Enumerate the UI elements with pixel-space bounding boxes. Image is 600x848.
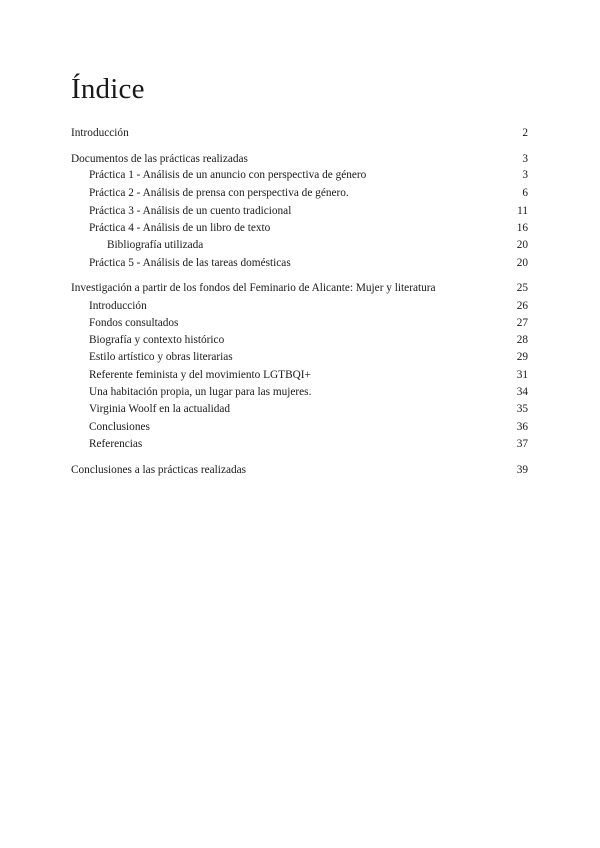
page-title: Índice — [71, 73, 145, 105]
toc-entry-fondos[interactable] — [89, 315, 528, 332]
toc-entry-page: 31 — [516, 369, 528, 381]
toc-entry-label: Bibliografía utilizada — [107, 239, 204, 251]
toc-entry-label: Introducción — [71, 127, 129, 139]
toc-entry-label: Fondos consultados — [89, 317, 179, 329]
toc-entry-referente[interactable] — [89, 367, 528, 384]
toc-entry-page: 20 — [516, 257, 528, 269]
toc-entry-label: Práctica 3 - Análisis de un cuento tradicional — [89, 205, 292, 217]
toc-entry-page: 29 — [516, 351, 528, 363]
toc-entry-page: 39 — [516, 464, 528, 476]
toc-entry-investigacion[interactable] — [71, 280, 528, 297]
toc-entry-page: 28 — [516, 334, 528, 346]
toc-entry-label: Biografía y contexto histórico — [89, 334, 225, 346]
toc-entry-documentos[interactable] — [71, 151, 528, 168]
toc-entry-bibliografia[interactable] — [107, 237, 528, 254]
toc-entry-label: Documentos de las prácticas realizadas — [71, 153, 248, 165]
toc-entry-estilo[interactable] — [89, 349, 528, 366]
toc-entry-biografia[interactable] — [89, 332, 528, 349]
toc-entry-page: 34 — [516, 386, 528, 398]
toc-entry-page: 35 — [516, 403, 528, 415]
toc-entry-practica-3[interactable] — [89, 203, 528, 220]
toc-entry-practica-1[interactable] — [89, 167, 528, 184]
toc-entry-practica-4[interactable] — [89, 220, 528, 237]
toc-entry-introduccion[interactable] — [71, 125, 528, 142]
toc-entry-habitacion[interactable] — [89, 384, 528, 401]
toc-entry-label: Referente feminista y del movimiento LGTBQI+ — [89, 369, 311, 381]
toc-entry-label: Introducción — [89, 300, 147, 312]
toc-entry-woolf[interactable] — [89, 401, 528, 418]
toc-entry-label: Práctica 5 - Análisis de las tareas domésticas — [89, 257, 291, 269]
toc-entry-page: 2 — [522, 127, 528, 139]
toc-entry-practica-2[interactable] — [89, 185, 528, 202]
toc-entry-referencias[interactable] — [89, 436, 528, 453]
toc-entry-label: Conclusiones — [89, 421, 150, 433]
toc-entry-label: Virginia Woolf en la actualidad — [89, 403, 231, 415]
toc-entry-label: Una habitación propia, un lugar para las mujeres. — [89, 386, 312, 398]
toc-entry-conclusiones[interactable] — [89, 419, 528, 436]
toc-entry-page: 36 — [516, 421, 528, 433]
toc-entry-page: 25 — [516, 282, 528, 294]
toc-entry-page: 27 — [516, 317, 528, 329]
toc-entry-page: 3 — [522, 169, 528, 181]
toc-entry-practica-5[interactable] — [89, 255, 528, 272]
toc-entry-page: 26 — [516, 300, 528, 312]
toc-entry-page: 16 — [516, 222, 528, 234]
toc-entry-label: Práctica 2 - Análisis de prensa con perspectiva de género. — [89, 187, 349, 199]
toc-entry-label: Investigación a partir de los fondos del Feminario de Alicante: Mujer y literatura — [71, 282, 436, 294]
toc-entry-page: 37 — [516, 438, 528, 450]
toc-entry-label: Práctica 4 - Análisis de un libro de texto — [89, 222, 271, 234]
toc-entry-page: 6 — [522, 187, 528, 199]
toc-entry-label: Práctica 1 - Análisis de un anuncio con perspectiva de género — [89, 169, 367, 181]
toc-entry-label: Estilo artístico y obras literarias — [89, 351, 233, 363]
toc-entry-page: 11 — [517, 205, 528, 217]
toc-entry-conclusiones-practicas[interactable] — [71, 462, 528, 479]
toc-entry-label: Conclusiones a las prácticas realizadas — [71, 464, 247, 476]
toc-entry-label: Referencias — [89, 438, 143, 450]
toc-entry-page: 20 — [516, 239, 528, 251]
toc-entry-page: 3 — [522, 153, 528, 165]
toc-entry-introduccion-investigacion[interactable] — [89, 298, 528, 315]
